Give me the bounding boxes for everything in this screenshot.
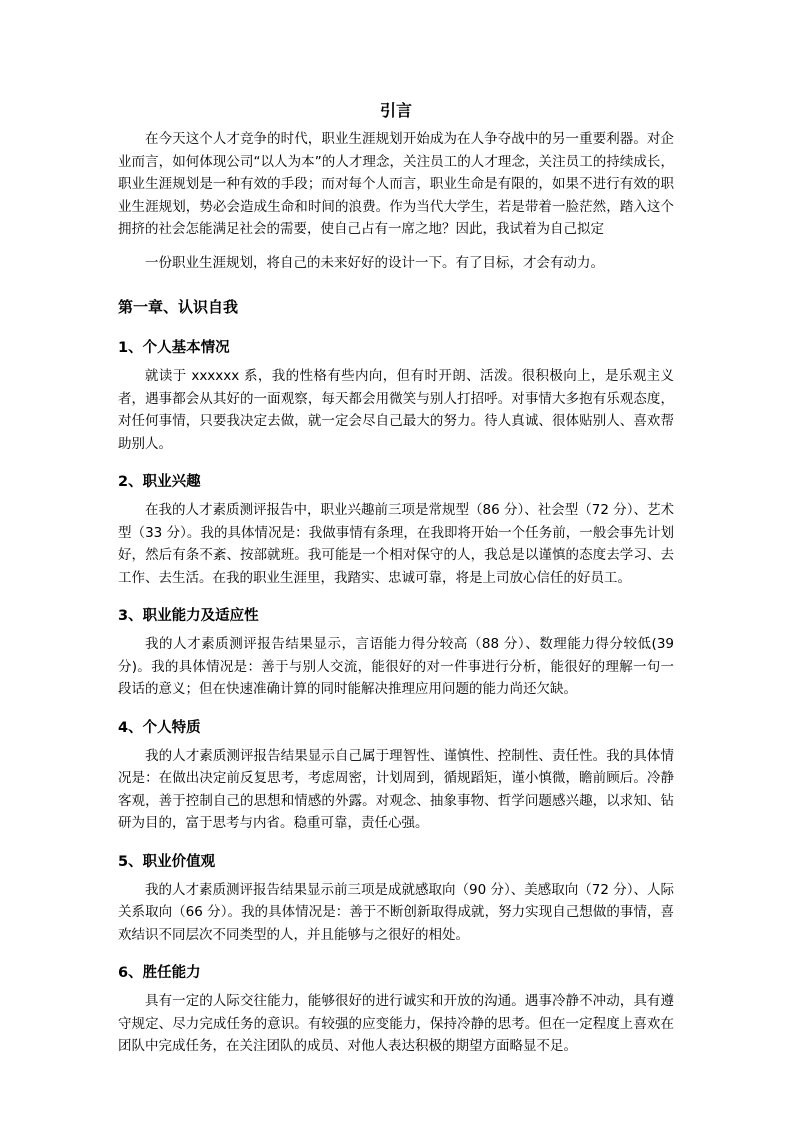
section-heading-career-ability: 3、职业能力及适应性: [118, 608, 259, 624]
section-body-competency: 具有一定的人际交往能力，能够很好的进行诚实和开放的沟通。遇事冷静不冲动，具有遵守规定、尽力完成任务的意识。有较强的应变能力，保持冷静的思考。但在一定程度上喜欢在团队中完成任务，在关注团队的成员、对他人表达积极的期望方面略显不足。: [118, 993, 674, 1054]
intro-paragraph-continued: 一份职业生涯规划，将自己的未来好好的设计一下。有了目标，才会有动力。: [145, 254, 604, 271]
document-page: [118, 100, 674, 1058]
section-heading-personal-traits: 4、个人特质: [118, 719, 201, 736]
section-heading-career-values: 5、职业价值观: [118, 853, 216, 870]
section-body-career-interest: 在我的人才素质测评报告中，职业兴趣前三项是常规型（86 分）、社会型（72 分）、艺术型（33 分）。我的具体情况是：我做事情有条理，在我即将开始一个任务前，一般会事先计划好，然后有条不紊、按部就班。我可能是一个相对保守的人，我总是以谨慎的态度去学习、去工作、去生活。在我的职业生涯里，我踏实、忠诚可靠，将是上司放心信任的好员工。: [118, 502, 674, 586]
section-body-personal-traits: 我的人才素质测评报告结果显示自己属于理智性、谨慎性、控制性、责任性。我的具体情况是：在做出决定前反复思考，考虑周密，计划周到，循规蹈矩，谨小慎微，瞻前顾后。冷静客观，善于控制自己的思想和情感的外露。对观念、抽象事物、哲学问题感兴趣，以求知、钻研为目的，富于思考与内省。稳重可靠，责任心强。: [118, 747, 674, 831]
chapter-heading: 第一章、认识自我: [118, 298, 239, 316]
section-body-career-values: 我的人才素质测评报告结果显示前三项是成就感取向（90 分）、美感取向（72 分）、人际关系取向（66 分）。我的具体情况是：善于不断创新取得成就，努力实现自己想做的事情，喜欢结识不同层次不同类型的人，并且能够与之很好的相处。: [118, 881, 674, 943]
section-heading-basic-info: 1、个人基本情况: [118, 340, 230, 356]
intro-paragraph: 在今天这个人才竞争的时代，职业生涯规划开始成为在人争夺战中的另一重要利器。对企业而言，如何体现公司“以人为本”的人才理念，关注员工的人才理念，关注员工的持续成长，职业生涯规划是一种有效的手段；而对每个人而言，职业生命是有限的，如果不进行有效的职业生涯规划，势必会造成生命和时间的浪费。作为当代大学生，若是带着一脸茫然，踏入这个拥挤的社会怎能满足社会的需要，使自己占有一席之地？因此，我试着为自己拟定: [118, 131, 674, 237]
section-body-basic-info: 就读于 xxxxxx 系，我的性格有些内向，但有时开朗、活泼。很积极向上，是乐观主义者，遇事都会从其好的一面观察，每天都会用微笑与别人打招呼。对事情大多抱有乐观态度，对任何事情，只要我决定去做，就一定会尽自己最大的努力。待人真诚、很体贴别人、喜欢帮助别人。: [118, 368, 674, 452]
section-heading-competency: 6、胜任能力: [118, 965, 201, 981]
document-title: 引言: [379, 101, 412, 120]
section-body-career-ability: 我的人才素质测评报告结果显示，言语能力得分较高（88 分）、数理能力得分较低(39 分)。我的具体情况是：善于与别人交流，能很好的对一件事进行分析，能很好的理解一句一段话的意义；但在快速准确计算的同时能解决推理应用问题的能力尚还欠缺。: [118, 636, 674, 697]
section-heading-career-interest: 2、职业兴趣: [118, 474, 201, 490]
